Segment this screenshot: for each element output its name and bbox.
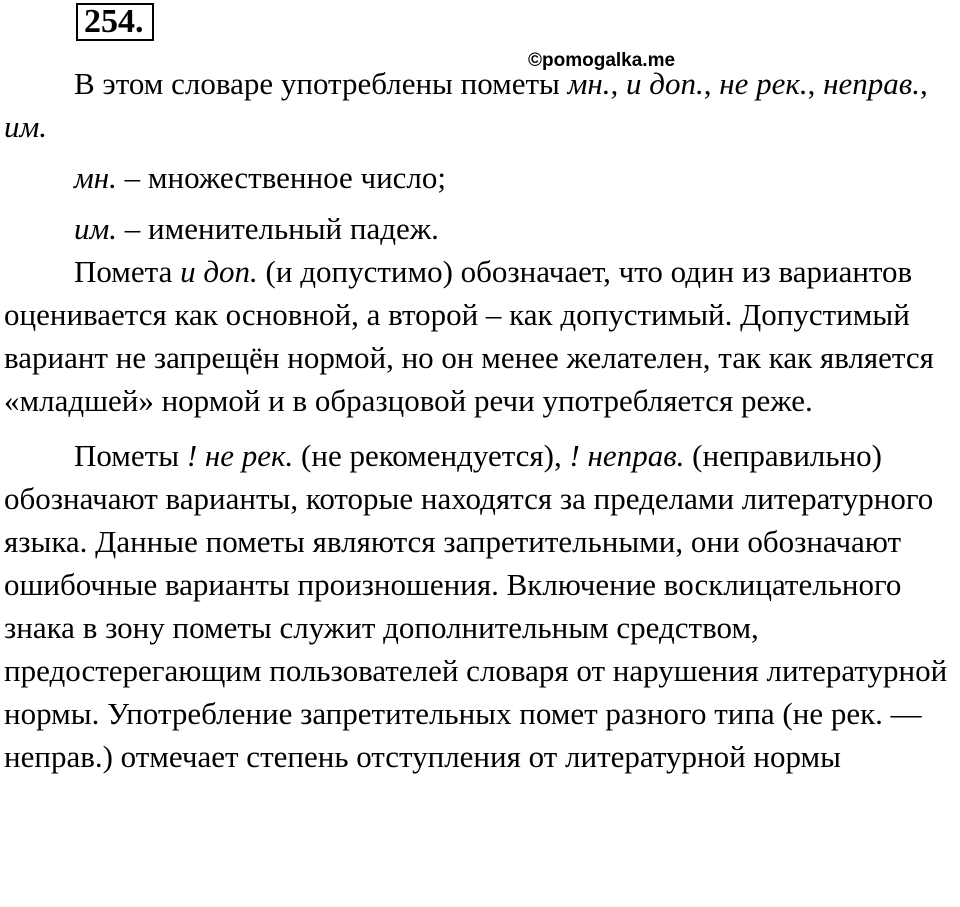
text: (неправильно) обозначают варианты, которые находятся за пределами литературного языка. Данные пометы являются запретительными, они обозначают ошибочные варианты произношения. Включение восклицательного знака в зону пометы служит дополнительным средством, предостерегающим пользователей словаря от нарушения литературной нормы. Употребление запретительных помет разного типа (не рек. — неправ.) отмечает степень отступления от литературной нормы	[4, 438, 948, 774]
paragraph-intro	[4, 62, 956, 148]
paragraph-prohibitive	[4, 434, 956, 778]
text: Пометы	[74, 438, 187, 473]
mark-neprav: ! неправ.	[569, 438, 685, 473]
paragraph-im	[4, 207, 956, 250]
paragraph-idop	[4, 250, 956, 422]
separator: ,	[807, 66, 824, 101]
text: (не рекомендуется),	[293, 438, 570, 473]
definition-mn: – множественное число;	[116, 160, 447, 195]
mark-ne-rek: не рек.	[719, 66, 808, 101]
mark-mn: мн.	[74, 160, 117, 195]
definition-im: – именительный падеж.	[117, 211, 439, 246]
mark-mn-idop: мн., и доп.	[567, 66, 704, 101]
separator: ,	[920, 66, 928, 101]
mark-ne-rek: ! не рек.	[186, 438, 294, 473]
paragraph-mn	[4, 156, 956, 199]
mark-im: им.	[4, 109, 48, 144]
intro-text: В этом словаре употреблены пометы	[74, 66, 568, 101]
mark-im: им.	[74, 211, 118, 246]
text: Помета	[74, 254, 181, 289]
text: (и допустимо) обозначает, что один из вариантов оценивается как основной, а второй – как допустимый. Допустимый вариант не запрещён нормой, но он менее желателен, так как является «младшей» нормой и в образцовой речи употребляется реже.	[4, 254, 934, 418]
mark-neprav: неправ.	[823, 66, 921, 101]
watermark: ©pomogalka.me	[528, 50, 676, 71]
separator: ,	[703, 66, 720, 101]
mark-idop: и доп.	[180, 254, 258, 289]
document-body	[4, 62, 956, 778]
task-number: 254.	[76, 3, 154, 41]
